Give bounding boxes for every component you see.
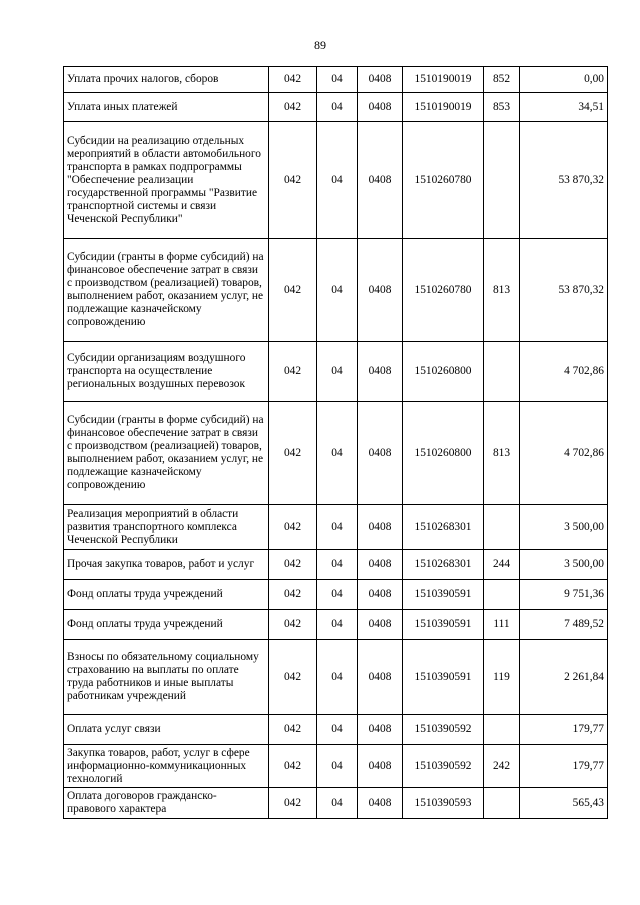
cell-vr	[484, 122, 520, 239]
cell-rz: 04	[317, 122, 358, 239]
cell-rz: 04	[317, 715, 358, 745]
cell-csr: 1510268301	[403, 550, 484, 580]
cell-pr: 0408	[358, 239, 403, 342]
cell-ved: 042	[269, 342, 317, 402]
cell-pr: 0408	[358, 67, 403, 93]
cell-csr: 1510390591	[403, 610, 484, 640]
cell-ved: 042	[269, 402, 317, 505]
cell-amount: 179,77	[520, 715, 608, 745]
table-row	[64, 640, 608, 715]
cell-rz: 04	[317, 93, 358, 122]
cell-pr: 0408	[358, 640, 403, 715]
cell-csr: 1510390592	[403, 715, 484, 745]
cell-csr: 1510190019	[403, 93, 484, 122]
cell-pr: 0408	[358, 505, 403, 550]
cell-rz: 04	[317, 745, 358, 788]
cell-name: Уплата иных платежей	[64, 93, 269, 122]
cell-csr: 1510390592	[403, 745, 484, 788]
cell-name: Субсидии на реализацию отдельных мероприятий в области автомобильного транспорта в рамках подпрограммы "Обеспечение реализации государственной программы "Развитие транспортной системы и связи Чеченской Республики"	[64, 122, 269, 239]
cell-ved: 042	[269, 122, 317, 239]
cell-rz: 04	[317, 505, 358, 550]
table-row	[64, 715, 608, 745]
cell-name: Реализация мероприятий в области развития транспортного комплекса Чеченской Республики	[64, 505, 269, 550]
cell-name: Оплата договоров гражданско-правового характера	[64, 788, 269, 819]
cell-vr: 813	[484, 402, 520, 505]
cell-vr	[484, 788, 520, 819]
cell-amount: 3 500,00	[520, 550, 608, 580]
cell-csr: 1510390591	[403, 580, 484, 610]
cell-ved: 042	[269, 640, 317, 715]
table-row	[64, 580, 608, 610]
cell-vr: 853	[484, 93, 520, 122]
cell-ved: 042	[269, 93, 317, 122]
cell-amount: 4 702,86	[520, 342, 608, 402]
cell-amount: 7 489,52	[520, 610, 608, 640]
cell-amount: 53 870,32	[520, 239, 608, 342]
cell-rz: 04	[317, 550, 358, 580]
page-number: 89	[314, 38, 326, 52]
cell-amount: 3 500,00	[520, 505, 608, 550]
cell-vr	[484, 580, 520, 610]
cell-name: Субсидии организациям воздушного транспорта на осуществление региональных воздушных перевозок	[64, 342, 269, 402]
cell-ved: 042	[269, 239, 317, 342]
cell-vr: 813	[484, 239, 520, 342]
cell-amount: 4 702,86	[520, 402, 608, 505]
cell-pr: 0408	[358, 715, 403, 745]
cell-vr: 242	[484, 745, 520, 788]
cell-amount: 9 751,36	[520, 580, 608, 610]
table-row	[64, 745, 608, 788]
table-row	[64, 610, 608, 640]
cell-name: Субсидии (гранты в форме субсидий) на финансовое обеспечение затрат в связи с производством (реализацией) товаров, выполнением работ, оказанием услуг, не подлежащие казначейскому сопровождению	[64, 239, 269, 342]
cell-rz: 04	[317, 67, 358, 93]
table-row	[64, 505, 608, 550]
cell-vr: 244	[484, 550, 520, 580]
cell-vr	[484, 715, 520, 745]
cell-name: Фонд оплаты труда учреждений	[64, 580, 269, 610]
cell-name: Закупка товаров, работ, услуг в сфере информационно-коммуникационных технологий	[64, 745, 269, 788]
cell-amount: 565,43	[520, 788, 608, 819]
cell-pr: 0408	[358, 122, 403, 239]
cell-name: Оплата услуг связи	[64, 715, 269, 745]
cell-name: Фонд оплаты труда учреждений	[64, 610, 269, 640]
cell-name: Прочая закупка товаров, работ и услуг	[64, 550, 269, 580]
cell-rz: 04	[317, 342, 358, 402]
cell-csr: 1510260780	[403, 239, 484, 342]
table-row	[64, 342, 608, 402]
cell-amount: 179,77	[520, 745, 608, 788]
cell-ved: 042	[269, 745, 317, 788]
table-row	[64, 239, 608, 342]
cell-pr: 0408	[358, 788, 403, 819]
cell-ved: 042	[269, 788, 317, 819]
cell-rz: 04	[317, 239, 358, 342]
cell-ved: 042	[269, 67, 317, 93]
cell-vr	[484, 342, 520, 402]
cell-amount: 2 261,84	[520, 640, 608, 715]
table-row	[64, 67, 608, 93]
cell-pr: 0408	[358, 580, 403, 610]
budget-table	[63, 66, 608, 819]
cell-csr: 1510260800	[403, 402, 484, 505]
cell-amount: 34,51	[520, 93, 608, 122]
cell-pr: 0408	[358, 402, 403, 505]
cell-amount: 0,00	[520, 67, 608, 93]
cell-csr: 1510390591	[403, 640, 484, 715]
cell-csr: 1510390593	[403, 788, 484, 819]
table-row	[64, 402, 608, 505]
cell-pr: 0408	[358, 610, 403, 640]
cell-name: Уплата прочих налогов, сборов	[64, 67, 269, 93]
cell-rz: 04	[317, 788, 358, 819]
table-row	[64, 550, 608, 580]
table-row	[64, 93, 608, 122]
cell-rz: 04	[317, 402, 358, 505]
cell-pr: 0408	[358, 745, 403, 788]
cell-vr: 119	[484, 640, 520, 715]
cell-ved: 042	[269, 610, 317, 640]
cell-rz: 04	[317, 640, 358, 715]
cell-pr: 0408	[358, 93, 403, 122]
cell-rz: 04	[317, 610, 358, 640]
cell-vr	[484, 505, 520, 550]
cell-csr: 1510268301	[403, 505, 484, 550]
cell-pr: 0408	[358, 342, 403, 402]
cell-csr: 1510260780	[403, 122, 484, 239]
table-row	[64, 788, 608, 819]
cell-csr: 1510260800	[403, 342, 484, 402]
cell-ved: 042	[269, 715, 317, 745]
cell-csr: 1510190019	[403, 67, 484, 93]
cell-ved: 042	[269, 505, 317, 550]
table-body	[64, 67, 608, 819]
cell-ved: 042	[269, 550, 317, 580]
cell-vr: 852	[484, 67, 520, 93]
cell-pr: 0408	[358, 550, 403, 580]
cell-name: Взносы по обязательному социальному страхованию на выплаты по оплате труда работников и иные выплаты работникам учреждений	[64, 640, 269, 715]
cell-rz: 04	[317, 580, 358, 610]
cell-vr: 111	[484, 610, 520, 640]
table-row	[64, 122, 608, 239]
cell-amount: 53 870,32	[520, 122, 608, 239]
cell-ved: 042	[269, 580, 317, 610]
cell-name: Субсидии (гранты в форме субсидий) на финансовое обеспечение затрат в связи с производством (реализацией) товаров, выполнением работ, оказанием услуг, не подлежащие казначейскому сопровождению	[64, 402, 269, 505]
